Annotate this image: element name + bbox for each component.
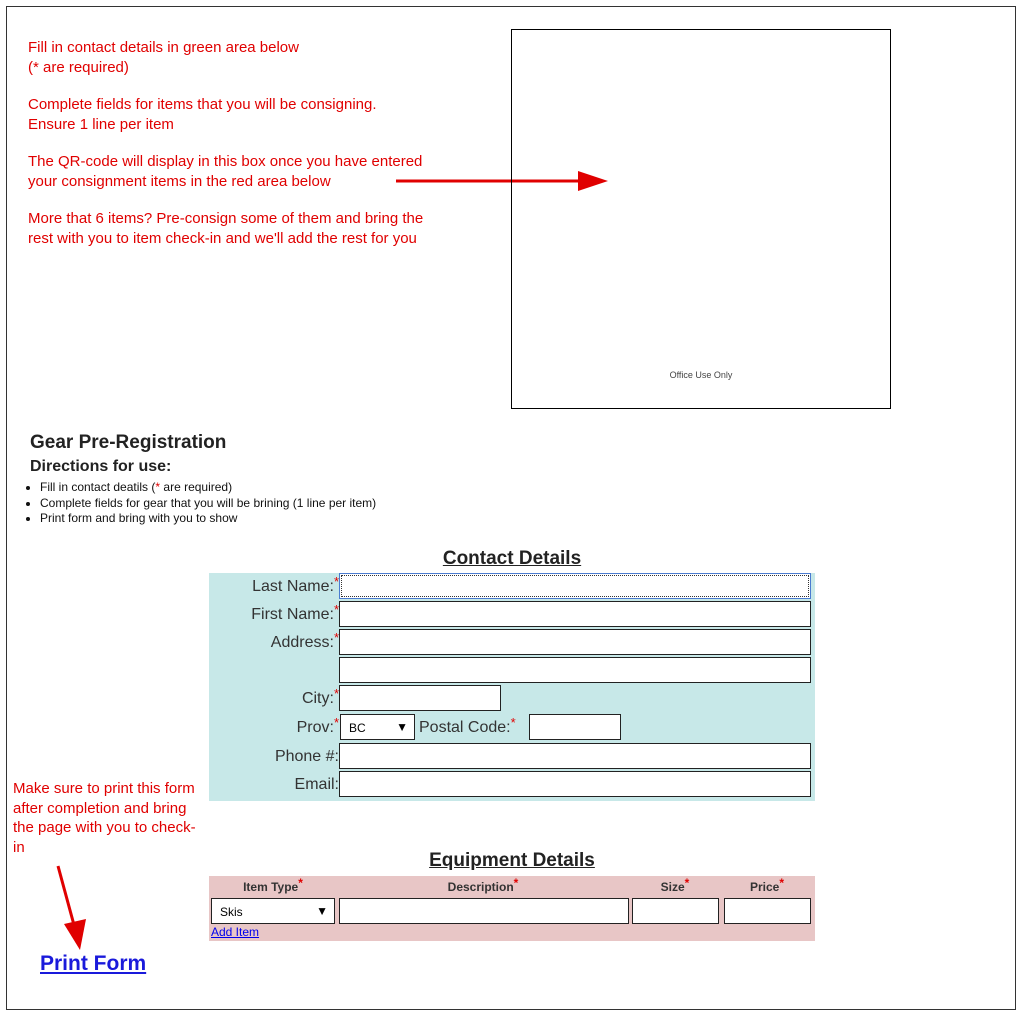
required-asterisk: *	[513, 876, 519, 890]
item-type-select[interactable]	[211, 898, 335, 924]
city-input[interactable]	[339, 685, 501, 711]
instruction-2	[28, 95, 498, 135]
direction-item: • Print form and bring with you to show	[40, 511, 376, 527]
instruction-1-line-1: Fill in contact details in green area below	[28, 39, 299, 56]
instruction-4-line-2: rest with you to item check-in and we'll add the rest for you	[28, 230, 417, 247]
required-asterisk: *	[333, 630, 339, 645]
equipment-details-area	[209, 876, 815, 941]
item-type-selected-value: Skis	[220, 905, 243, 919]
instruction-4-line-1: More that 6 items? Pre-consign some of them and bring the	[28, 210, 424, 227]
direction-1-text: Fill in contact deatils (	[40, 480, 156, 494]
postal-code-label: Postal Code:*	[419, 715, 516, 736]
size-column-header: Size*	[660, 876, 690, 894]
dropdown-arrow-icon: ▼	[396, 720, 408, 734]
prov-label: Prov:*	[296, 715, 339, 736]
office-use-label: Office Use Only	[669, 370, 733, 380]
required-asterisk: *	[510, 715, 516, 730]
direction-1-text-end: are required)	[160, 480, 233, 494]
address-label: Address:*	[270, 630, 339, 651]
direction-item: • Complete fields for gear that you will be brining (1 line per item)	[40, 496, 376, 512]
email-label: Email:	[294, 776, 339, 793]
last-name-input[interactable]	[339, 573, 811, 599]
phone-label: Phone #:	[274, 748, 339, 765]
address-line-2-input[interactable]	[339, 657, 811, 683]
instruction-3	[28, 152, 498, 192]
address-line-1-input[interactable]	[339, 629, 811, 655]
required-asterisk: *	[155, 480, 161, 494]
instruction-3-line-2: your consignment items in the red area below	[28, 173, 331, 190]
last-name-label: Last Name:*	[252, 574, 339, 595]
directions-heading: Directions for use:	[30, 458, 172, 475]
required-asterisk: *	[333, 602, 339, 617]
size-input[interactable]	[632, 898, 719, 924]
required-asterisk: *	[298, 876, 303, 890]
phone-input[interactable]	[339, 743, 811, 769]
required-asterisk: *	[779, 876, 785, 890]
prov-postal-row	[209, 714, 815, 742]
price-input[interactable]	[724, 898, 811, 924]
required-asterisk: *	[333, 686, 339, 701]
directions-list	[22, 480, 376, 527]
instruction-1-line-2: (* are required)	[28, 59, 129, 76]
instruction-2-line-1: Complete fields for items that you will be consigning.	[28, 96, 377, 113]
qr-code-box	[511, 29, 891, 409]
dropdown-arrow-icon: ▼	[316, 904, 328, 918]
first-name-label: First Name:*	[251, 602, 339, 623]
instruction-3-line-1: The QR-code will display in this box once you have entered	[28, 153, 423, 170]
equipment-details-heading: Equipment Details	[429, 850, 595, 871]
contact-details-area	[209, 573, 815, 801]
item-type-column-header: Item Type*	[243, 876, 303, 894]
price-column-header: Price*	[749, 876, 785, 894]
prov-select[interactable]	[340, 714, 415, 740]
print-form-link[interactable]: Print Form	[40, 952, 147, 975]
page-title: Gear Pre-Registration	[30, 432, 227, 453]
instruction-4	[28, 209, 498, 249]
direction-item	[40, 480, 376, 496]
postal-code-input[interactable]	[529, 714, 621, 740]
instructions	[28, 38, 498, 266]
first-name-input[interactable]	[339, 601, 811, 627]
print-reminder-note: Make sure to print this form after completion and bring the page with you to check-in	[13, 780, 196, 856]
instruction-2-line-2: Ensure 1 line per item	[28, 116, 174, 133]
instruction-1	[28, 38, 498, 78]
contact-details-heading: Contact Details	[442, 548, 582, 569]
prov-selected-value: BC	[349, 721, 366, 735]
required-asterisk: *	[333, 574, 339, 589]
required-asterisk: *	[684, 876, 690, 890]
description-column-header: Description*	[447, 876, 519, 894]
required-asterisk: *	[333, 715, 339, 730]
add-item-link[interactable]: Add Item	[211, 925, 260, 939]
city-label: City:*	[301, 686, 339, 707]
email-input[interactable]	[339, 771, 811, 797]
description-input[interactable]	[339, 898, 629, 924]
